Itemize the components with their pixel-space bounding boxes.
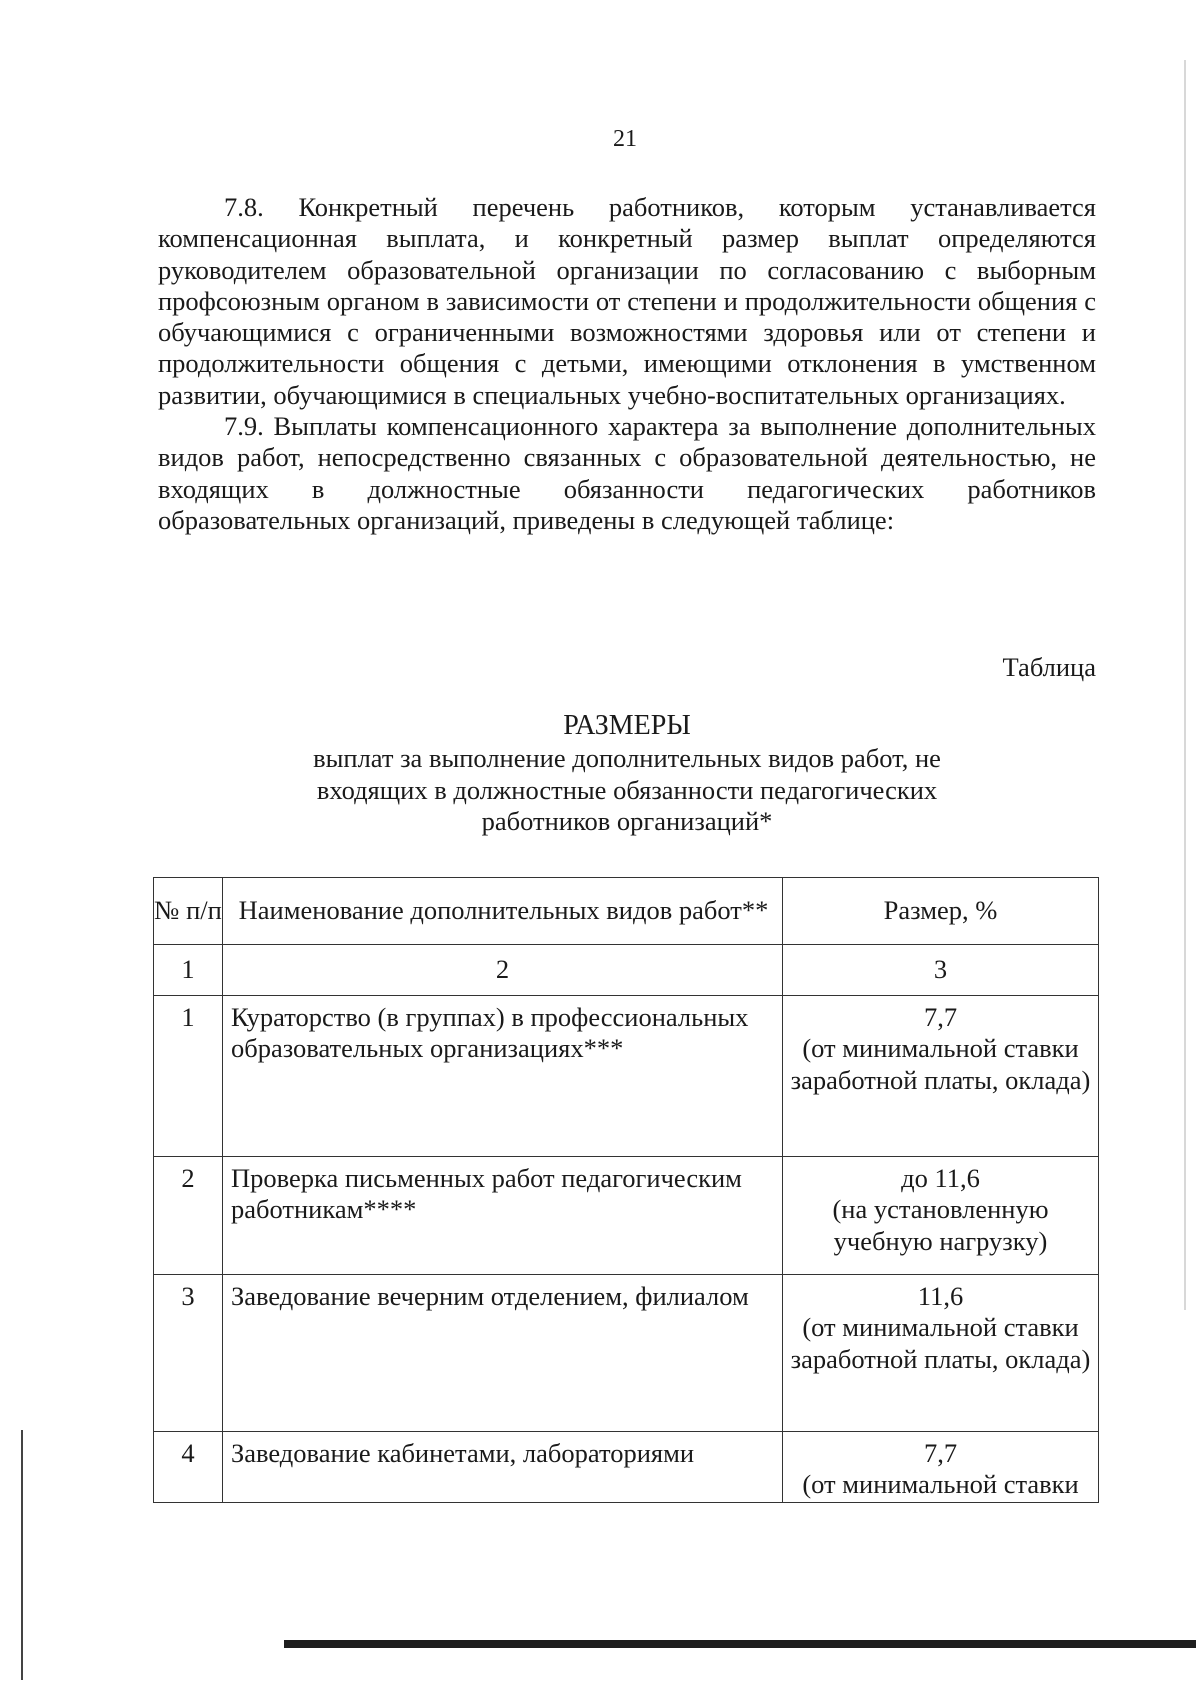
body-text [158, 192, 1096, 536]
table-row [154, 1157, 1099, 1275]
column-index: 1 [154, 945, 223, 996]
row-name: Заведование вечерним отделением, филиалом [223, 1275, 783, 1432]
page-number: 21 [613, 126, 637, 152]
size-value: 7,7 [923, 1002, 958, 1032]
row-name: Кураторство (в группах) в профессиональных образовательных организациях*** [223, 996, 783, 1157]
size-note: (от минимальной ставки заработной платы, оклада) [790, 1312, 1091, 1374]
header-number: № п/п [154, 878, 223, 945]
size-value: 7,7 [923, 1438, 958, 1468]
table-row [154, 1275, 1099, 1432]
row-size [783, 996, 1099, 1157]
paragraph-7-8: 7.8. Конкретный перечень работников, которым устанавливается компенсационная выплата, и конкретный размер выплат определяются руководителем образовательной организации по согласованию с выборным профсоюзным органом в зависимости от степени и продолжительности общения с обучающимися с ограниченными возможностями здоровья или от степени и продолжительности общения с детьми, имеющими отклонения в умственном развитии, обучающимися в специальных учебно-воспитательных организациях. [158, 192, 1096, 410]
column-index-row [154, 945, 1099, 996]
row-size [783, 1275, 1099, 1432]
row-name: Заведование кабинетами, лабораториями [223, 1432, 783, 1503]
scan-bottom-rule [284, 1640, 1196, 1648]
heading-title: РАЗМЕРЫ [563, 710, 691, 741]
row-name: Проверка письменных работ педагогическим работникам**** [223, 1157, 783, 1275]
size-value: 11,6 [917, 1281, 964, 1311]
size-note: (от минимальной ставки [802, 1469, 1079, 1500]
header-name: Наименование дополнительных видов работ** [223, 878, 783, 945]
payments-table [153, 877, 1099, 1503]
table-row [154, 996, 1099, 1157]
row-number: 3 [154, 1275, 223, 1432]
table-row [154, 1432, 1099, 1503]
scan-right-edge [1184, 60, 1186, 1310]
row-number: 4 [154, 1432, 223, 1503]
row-size [783, 1157, 1099, 1275]
table-label: Таблица [1002, 652, 1096, 682]
row-number: 2 [154, 1157, 223, 1275]
column-index: 3 [783, 945, 1099, 996]
table-header-row [154, 878, 1099, 945]
heading-subtitle: выплат за выполнение дополнительных видов работ, не входящих в должностные обязанности педагогических работников организаций* [313, 743, 941, 836]
column-index: 2 [223, 945, 783, 996]
row-size [783, 1432, 1099, 1503]
size-note: (от минимальной ставки заработной платы, оклада) [790, 1033, 1091, 1095]
row-number: 1 [154, 996, 223, 1157]
scan-margin-line [21, 1430, 23, 1680]
size-note: (на установленную учебную нагрузку) [832, 1194, 1049, 1256]
paragraph-7-9: 7.9. Выплаты компенсационного характера за выполнение дополнительных видов работ, непосредственно связанных с образовательной деятельностью, не входящих в должностные обязанности педагогических работников образовательных организаций, приведены в следующей таблице: [158, 411, 1096, 535]
size-value: до 11,6 [901, 1163, 980, 1193]
table-heading [158, 710, 1096, 837]
header-size: Размер, % [783, 878, 1099, 945]
